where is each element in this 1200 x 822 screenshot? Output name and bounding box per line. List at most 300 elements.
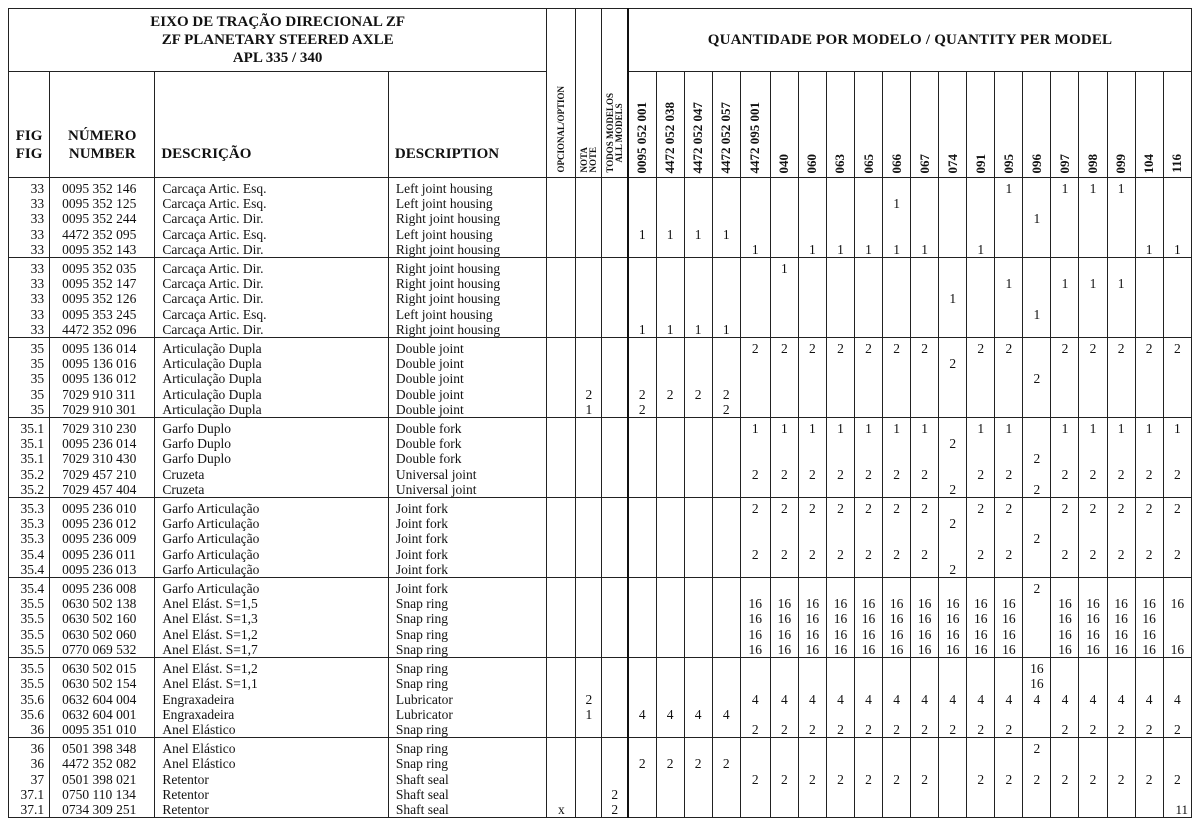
quantity-cell <box>1135 787 1163 802</box>
quantity-cell <box>1023 227 1051 242</box>
quantity-cell <box>1079 802 1107 818</box>
quantity-cell: 2 <box>712 402 740 418</box>
quantity-cell <box>684 611 712 626</box>
quantity-cell <box>1135 196 1163 211</box>
option-cell <box>547 387 576 402</box>
quantity-cell <box>854 436 882 451</box>
fig-cell: 35 <box>9 387 50 402</box>
quantity-cell <box>684 242 712 258</box>
quantity-cell <box>740 562 770 578</box>
title-line-2: ZF PLANETARY STEERED AXLE <box>161 32 394 48</box>
quantity-cell: 2 <box>770 722 798 738</box>
note-cell <box>576 418 602 437</box>
quantity-cell <box>628 596 656 611</box>
quantity-cell <box>1023 291 1051 306</box>
all-models-cell <box>602 258 628 277</box>
part-number-cell: 0095 352 143 <box>50 242 155 258</box>
quantity-cell: 2 <box>740 467 770 482</box>
quantity-cell <box>826 227 854 242</box>
quantity-per-model-title: QUANTIDADE POR MODELO / QUANTITY PER MODEL <box>628 9 1192 72</box>
fig-cell: 35.3 <box>9 531 50 546</box>
quantity-cell: 16 <box>1079 596 1107 611</box>
option-cell <box>547 627 576 642</box>
option-cell <box>547 291 576 306</box>
part-number-cell: 7029 310 430 <box>50 451 155 466</box>
quantity-cell: 2 <box>770 547 798 562</box>
quantity-cell: 2 <box>1135 722 1163 738</box>
quantity-cell <box>628 338 656 357</box>
quantity-cell <box>628 451 656 466</box>
model-label: 060 <box>804 153 820 173</box>
quantity-cell <box>656 611 684 626</box>
parts-table <box>8 8 1192 818</box>
quantity-cell: 2 <box>967 547 995 562</box>
quantity-cell: 2 <box>1107 772 1135 787</box>
quantity-cell <box>798 258 826 277</box>
table-row <box>9 436 1192 451</box>
quantity-cell: 4 <box>684 707 712 722</box>
quantity-cell <box>854 658 882 677</box>
quantity-cell: 2 <box>1079 338 1107 357</box>
note-cell <box>576 547 602 562</box>
table-row <box>9 642 1192 658</box>
part-number-cell: 4472 352 082 <box>50 756 155 771</box>
quantity-cell <box>798 451 826 466</box>
part-number-cell: 4472 352 095 <box>50 227 155 242</box>
quantity-cell: 16 <box>995 611 1023 626</box>
quantity-cell <box>656 772 684 787</box>
quantity-cell <box>1107 196 1135 211</box>
quantity-cell <box>939 211 967 226</box>
quantity-cell: 1 <box>1135 242 1163 258</box>
quantity-cell <box>1163 178 1191 197</box>
all-models-cell <box>602 371 628 386</box>
quantity-cell <box>684 211 712 226</box>
option-cell <box>547 642 576 658</box>
quantity-cell: 16 <box>1107 596 1135 611</box>
note-cell <box>576 307 602 322</box>
catalog-title <box>9 9 547 72</box>
quantity-cell <box>628 371 656 386</box>
note-cell: 2 <box>576 692 602 707</box>
fig-cell: 35.5 <box>9 676 50 691</box>
quantity-cell: 16 <box>1135 627 1163 642</box>
quantity-cell <box>854 531 882 546</box>
quantity-cell <box>1079 242 1107 258</box>
table-row <box>9 676 1192 691</box>
quantity-cell: 2 <box>939 516 967 531</box>
fig-cell: 35.1 <box>9 418 50 437</box>
quantity-cell <box>967 738 995 757</box>
quantity-cell: 2 <box>854 772 882 787</box>
quantity-cell <box>854 676 882 691</box>
quantity-cell <box>911 258 939 277</box>
quantity-cell <box>1135 562 1163 578</box>
quantity-cell: 2 <box>1023 451 1051 466</box>
part-number-cell: 0095 351 010 <box>50 722 155 738</box>
quantity-cell <box>911 211 939 226</box>
quantity-cell <box>854 258 882 277</box>
quantity-cell <box>1135 356 1163 371</box>
description-cell: Right joint housing <box>388 322 546 338</box>
quantity-cell <box>684 291 712 306</box>
quantity-cell <box>1135 756 1163 771</box>
quantity-cell <box>1163 307 1191 322</box>
quantity-cell <box>1051 371 1079 386</box>
part-number-cell: 7029 457 404 <box>50 482 155 498</box>
table-row <box>9 596 1192 611</box>
quantity-cell <box>656 531 684 546</box>
descricao-cell: Garfo Articulação <box>155 562 389 578</box>
quantity-cell: 2 <box>1135 467 1163 482</box>
table-row <box>9 482 1192 498</box>
quantity-cell <box>1079 516 1107 531</box>
quantity-cell <box>770 516 798 531</box>
number-label-pt: NÚMERO <box>68 128 137 144</box>
quantity-cell <box>656 467 684 482</box>
quantity-cell: 2 <box>798 338 826 357</box>
quantity-cell: 4 <box>995 692 1023 707</box>
quantity-cell: 1 <box>1163 242 1191 258</box>
quantity-cell <box>911 356 939 371</box>
quantity-cell <box>712 258 740 277</box>
model-label: 4472 052 057 <box>718 101 734 173</box>
quantity-cell <box>1135 211 1163 226</box>
quantity-cell <box>1163 258 1191 277</box>
quantity-cell <box>1135 802 1163 818</box>
quantity-cell <box>628 722 656 738</box>
quantity-cell <box>798 387 826 402</box>
quantity-cell <box>939 467 967 482</box>
quantity-cell <box>712 787 740 802</box>
quantity-cell: 2 <box>740 772 770 787</box>
quantity-cell <box>883 658 911 677</box>
quantity-cell <box>911 276 939 291</box>
all-models-cell <box>602 498 628 517</box>
quantity-cell <box>995 451 1023 466</box>
quantity-cell: 16 <box>995 627 1023 642</box>
quantity-cell <box>1079 451 1107 466</box>
quantity-cell: 2 <box>939 562 967 578</box>
quantity-cell <box>740 307 770 322</box>
quantity-cell: 2 <box>911 467 939 482</box>
quantity-cell <box>967 451 995 466</box>
model-label: 095 <box>1000 153 1016 173</box>
fig-cell: 35.4 <box>9 578 50 597</box>
model-label: 097 <box>1056 153 1072 173</box>
descricao-cell: Carcaça Artic. Dir. <box>155 322 389 338</box>
quantity-cell <box>939 322 967 338</box>
quantity-cell <box>712 738 740 757</box>
fig-cell: 37.1 <box>9 787 50 802</box>
quantity-cell <box>967 178 995 197</box>
quantity-cell <box>798 178 826 197</box>
quantity-cell: 16 <box>826 596 854 611</box>
descricao-cell: Engraxadeira <box>155 707 389 722</box>
quantity-cell: 2 <box>826 722 854 738</box>
quantity-cell <box>883 562 911 578</box>
quantity-cell: 16 <box>967 596 995 611</box>
note-cell <box>576 356 602 371</box>
quantity-cell <box>995 227 1023 242</box>
fig-cell: 35.5 <box>9 642 50 658</box>
quantity-cell <box>911 322 939 338</box>
quantity-cell <box>628 291 656 306</box>
table-row <box>9 547 1192 562</box>
quantity-cell: 1 <box>712 322 740 338</box>
quantity-cell: 2 <box>1163 498 1191 517</box>
quantity-cell <box>740 356 770 371</box>
quantity-cell <box>1107 356 1135 371</box>
description-cell: Snap ring <box>388 627 546 642</box>
descricao-cell: Retentor <box>155 802 389 818</box>
quantity-cell: 1 <box>1079 418 1107 437</box>
quantity-cell <box>1079 436 1107 451</box>
table-row <box>9 658 1192 677</box>
quantity-cell <box>656 451 684 466</box>
quantity-cell: 4 <box>1135 692 1163 707</box>
quantity-cell <box>656 196 684 211</box>
option-cell <box>547 547 576 562</box>
quantity-cell: 4 <box>967 692 995 707</box>
quantity-cell <box>798 516 826 531</box>
quantity-cell: 4 <box>911 692 939 707</box>
quantity-cell <box>770 756 798 771</box>
all-models-cell <box>602 467 628 482</box>
quantity-cell: 16 <box>911 611 939 626</box>
quantity-cell <box>1023 722 1051 738</box>
quantity-cell <box>967 531 995 546</box>
quantity-cell: 1 <box>883 196 911 211</box>
quantity-cell <box>883 436 911 451</box>
description-cell: Right joint housing <box>388 258 546 277</box>
quantity-cell <box>1163 562 1191 578</box>
all-models-cell <box>602 227 628 242</box>
option-label: OPCIONAL/OPTION <box>555 86 566 173</box>
quantity-cell: 1 <box>1107 276 1135 291</box>
descricao-cell: Carcaça Artic. Dir. <box>155 258 389 277</box>
option-cell <box>547 562 576 578</box>
quantity-cell <box>628 676 656 691</box>
option-cell <box>547 436 576 451</box>
quantity-cell <box>712 418 740 437</box>
all-models-cell <box>602 596 628 611</box>
quantity-cell <box>740 707 770 722</box>
quantity-cell <box>1023 276 1051 291</box>
quantity-cell: 1 <box>628 322 656 338</box>
quantity-cell <box>1051 291 1079 306</box>
quantity-cell <box>854 276 882 291</box>
quantity-cell: 2 <box>854 467 882 482</box>
quantity-cell: 2 <box>939 356 967 371</box>
quantity-cell <box>740 802 770 818</box>
quantity-cell: 16 <box>1023 676 1051 691</box>
quantity-cell: 2 <box>1107 547 1135 562</box>
quantity-cell: 2 <box>826 467 854 482</box>
quantity-cell <box>656 436 684 451</box>
quantity-cell: 1 <box>967 242 995 258</box>
quantity-cell <box>1163 756 1191 771</box>
quantity-cell: 1 <box>1163 418 1191 437</box>
descricao-cell: Carcaça Artic. Esq. <box>155 196 389 211</box>
fig-cell: 33 <box>9 258 50 277</box>
model-header <box>995 72 1023 178</box>
quantity-cell: 1 <box>798 242 826 258</box>
option-cell <box>547 258 576 277</box>
quantity-cell <box>1079 291 1107 306</box>
quantity-cell <box>883 802 911 818</box>
quantity-cell <box>883 258 911 277</box>
quantity-cell <box>1163 787 1191 802</box>
quantity-cell <box>1107 802 1135 818</box>
quantity-cell <box>656 562 684 578</box>
quantity-cell: 1 <box>1135 418 1163 437</box>
descricao-cell: Carcaça Artic. Dir. <box>155 211 389 226</box>
quantity-cell <box>1079 371 1107 386</box>
quantity-cell: 2 <box>1163 772 1191 787</box>
quantity-cell <box>1051 787 1079 802</box>
quantity-cell <box>1023 387 1051 402</box>
quantity-cell <box>826 196 854 211</box>
note-cell <box>576 467 602 482</box>
fig-cell: 35 <box>9 356 50 371</box>
quantity-cell <box>967 322 995 338</box>
quantity-cell: 2 <box>740 547 770 562</box>
quantity-cell: 2 <box>967 338 995 357</box>
model-header <box>684 72 712 178</box>
model-header <box>628 72 656 178</box>
descricao-cell: Anel Elást. S=1,3 <box>155 611 389 626</box>
quantity-cell <box>1051 436 1079 451</box>
part-number-cell: 0630 502 060 <box>50 627 155 642</box>
quantity-cell <box>798 578 826 597</box>
quantity-cell <box>1163 531 1191 546</box>
note-cell <box>576 738 602 757</box>
quantity-cell <box>740 451 770 466</box>
quantity-cell <box>1135 578 1163 597</box>
part-number-cell: 7029 457 210 <box>50 467 155 482</box>
quantity-cell <box>854 322 882 338</box>
fig-cell: 33 <box>9 307 50 322</box>
descricao-cell: Articulação Dupla <box>155 387 389 402</box>
quantity-cell <box>1051 451 1079 466</box>
quantity-cell <box>1051 356 1079 371</box>
quantity-cell: 16 <box>1051 627 1079 642</box>
quantity-cell <box>1135 371 1163 386</box>
quantity-cell <box>1023 627 1051 642</box>
quantity-cell <box>770 451 798 466</box>
quantity-cell: 1 <box>1107 418 1135 437</box>
quantity-cell <box>798 531 826 546</box>
quantity-cell <box>770 787 798 802</box>
quantity-cell <box>740 371 770 386</box>
number-column-header <box>50 72 155 178</box>
quantity-cell <box>770 578 798 597</box>
quantity-cell <box>854 178 882 197</box>
quantity-cell <box>995 196 1023 211</box>
description-cell: Lubricator <box>388 707 546 722</box>
quantity-cell <box>712 482 740 498</box>
fig-cell: 35.5 <box>9 596 50 611</box>
quantity-cell <box>995 436 1023 451</box>
quantity-cell <box>740 676 770 691</box>
quantity-cell <box>628 482 656 498</box>
model-header <box>1023 72 1051 178</box>
quantity-cell <box>911 787 939 802</box>
quantity-cell: 2 <box>1079 722 1107 738</box>
descricao-column-header: DESCRIÇÃO <box>155 72 389 178</box>
quantity-cell: 2 <box>656 756 684 771</box>
quantity-cell <box>656 802 684 818</box>
quantity-cell: 2 <box>1135 338 1163 357</box>
quantity-cell <box>740 227 770 242</box>
quantity-cell <box>1163 196 1191 211</box>
quantity-cell <box>684 418 712 437</box>
quantity-cell <box>995 531 1023 546</box>
note-cell <box>576 756 602 771</box>
note-cell <box>576 802 602 818</box>
part-number-cell: 0734 309 251 <box>50 802 155 818</box>
quantity-cell <box>1051 227 1079 242</box>
description-cell: Double joint <box>388 371 546 386</box>
description-cell: Snap ring <box>388 642 546 658</box>
all-models-cell <box>602 756 628 771</box>
quantity-cell <box>883 738 911 757</box>
quantity-cell <box>911 436 939 451</box>
fig-cell: 35.2 <box>9 482 50 498</box>
option-cell <box>547 402 576 418</box>
quantity-cell: 2 <box>684 756 712 771</box>
quantity-cell <box>740 482 770 498</box>
description-cell: Left joint housing <box>388 178 546 197</box>
note-cell <box>576 276 602 291</box>
table-row <box>9 338 1192 357</box>
quantity-cell <box>1163 611 1191 626</box>
quantity-cell <box>628 547 656 562</box>
fig-cell: 35.6 <box>9 692 50 707</box>
descricao-cell: Garfo Articulação <box>155 516 389 531</box>
quantity-cell <box>1107 707 1135 722</box>
option-cell <box>547 596 576 611</box>
note-column-header <box>576 9 602 178</box>
description-cell: Universal joint <box>388 467 546 482</box>
quantity-cell: 1 <box>995 276 1023 291</box>
quantity-cell: 1 <box>1079 178 1107 197</box>
note-cell <box>576 322 602 338</box>
quantity-cell: 2 <box>967 498 995 517</box>
quantity-cell <box>854 196 882 211</box>
quantity-cell: 2 <box>1079 772 1107 787</box>
quantity-cell: 16 <box>826 642 854 658</box>
quantity-cell: 2 <box>995 338 1023 357</box>
quantity-cell <box>740 756 770 771</box>
quantity-cell <box>854 707 882 722</box>
quantity-cell <box>770 402 798 418</box>
quantity-cell <box>1079 322 1107 338</box>
quantity-cell <box>770 482 798 498</box>
quantity-cell <box>1107 291 1135 306</box>
quantity-cell: 4 <box>826 692 854 707</box>
note-cell <box>576 642 602 658</box>
model-header <box>911 72 939 178</box>
quantity-cell: 16 <box>770 611 798 626</box>
table-row <box>9 787 1192 802</box>
quantity-cell <box>967 276 995 291</box>
quantity-cell: 2 <box>1023 772 1051 787</box>
quantity-cell: 1 <box>854 242 882 258</box>
quantity-cell <box>967 196 995 211</box>
quantity-cell: 16 <box>1079 642 1107 658</box>
